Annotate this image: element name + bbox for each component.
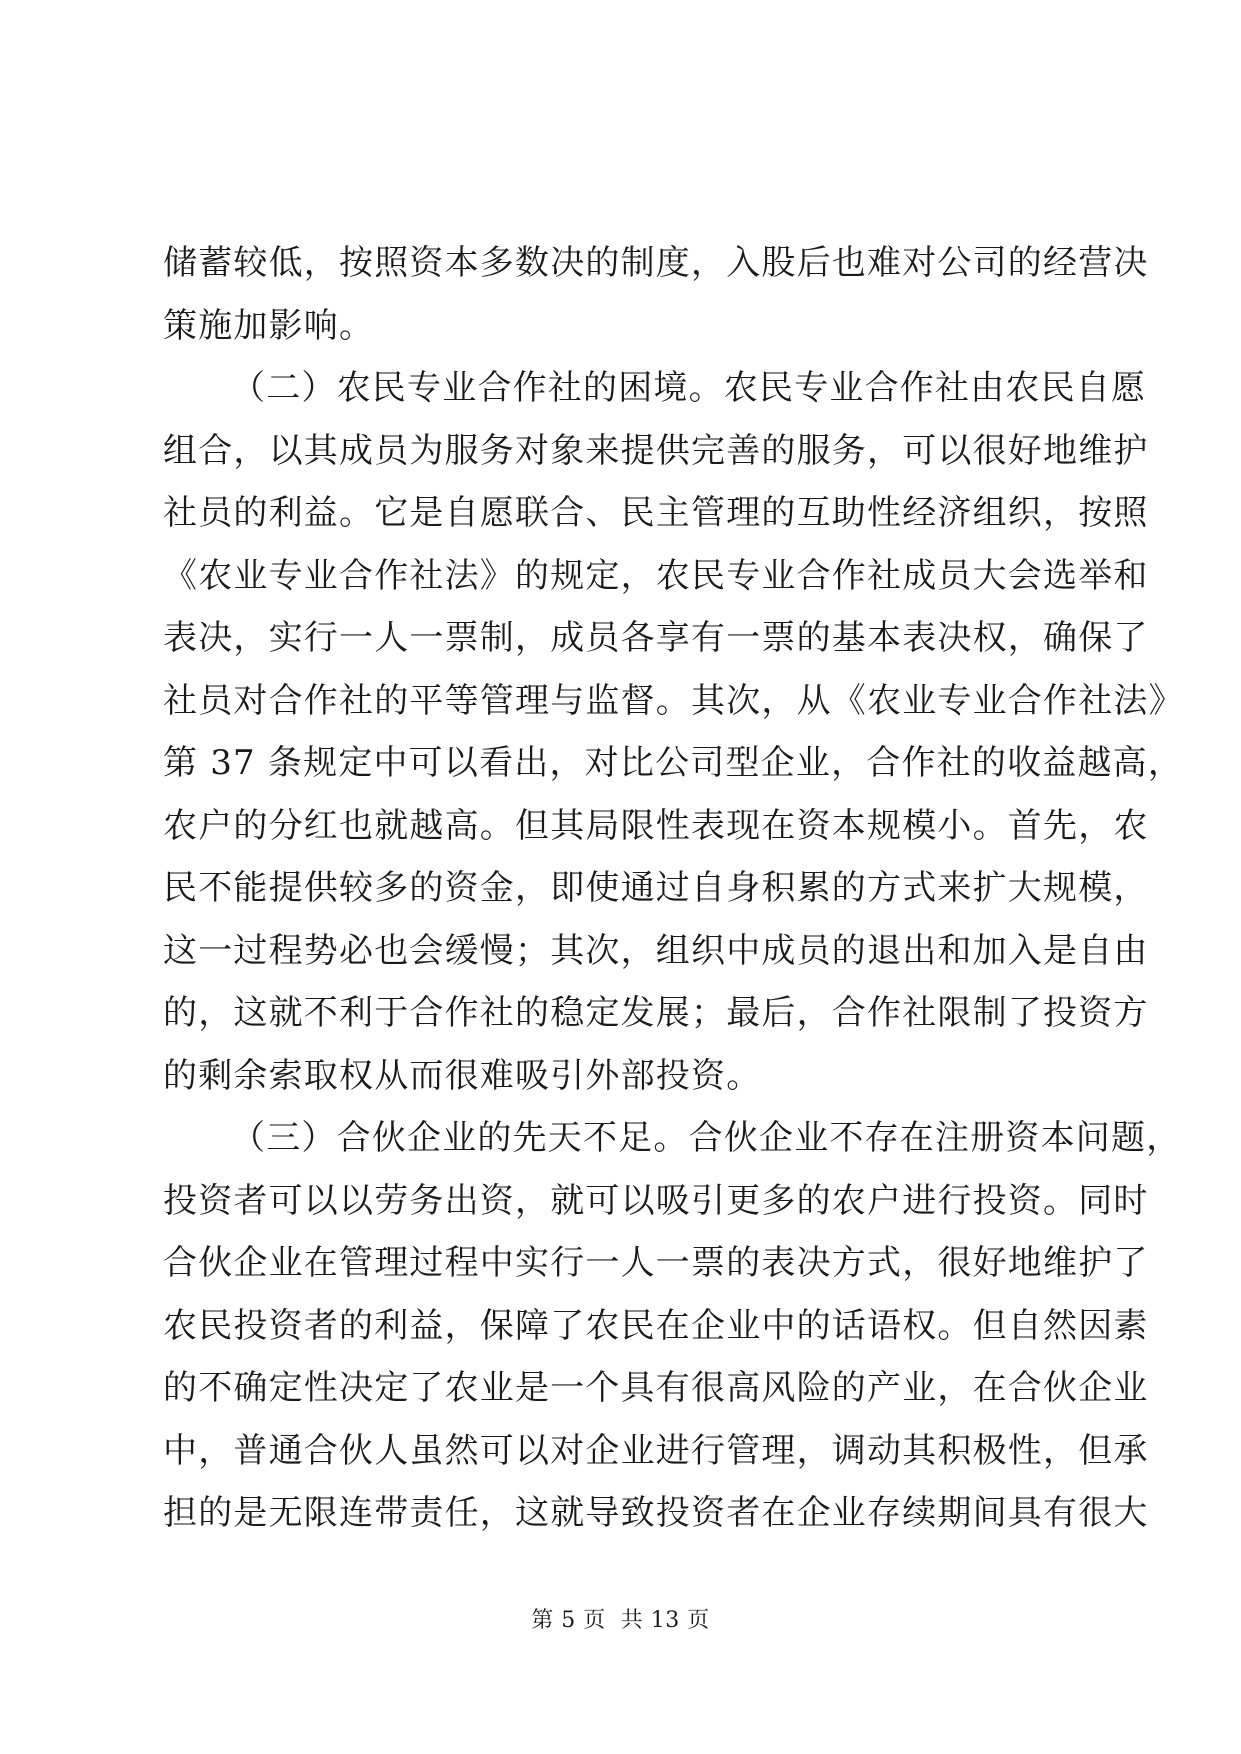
text-line: 社员的利益。它是自愿联合、民主管理的互助性经济组织，按照 bbox=[163, 493, 1149, 533]
text-line: 的，这就不利于合作社的稳定发展；最后，合作社限制了投资方 bbox=[163, 993, 1149, 1033]
page-number-footer: 第 5 页 共 13 页 bbox=[531, 1608, 710, 1633]
text-line: 的不确定性决定了农业是一个具有很高风险的产业，在合伙企业 bbox=[163, 1368, 1149, 1408]
text-line: 组合，以其成员为服务对象来提供完善的服务，可以很好地维护 bbox=[163, 430, 1149, 471]
text-line: 民不能提供较多的资金，即使通过自身积累的方式来扩大规模， bbox=[163, 868, 1149, 908]
text-line: 担的是无限连带责任，这就导致投资者在企业存续期间具有很大 bbox=[163, 1493, 1149, 1533]
text-line: 中，普通合伙人虽然可以对企业进行管理，调动其积极性，但承 bbox=[163, 1430, 1149, 1471]
text-line: 合伙企业在管理过程中实行一人一票的表决方式，很好地维护了 bbox=[163, 1243, 1149, 1283]
paragraph-first-line: （二）农民专业合作社的困境。农民专业合作社由农民自愿 bbox=[231, 368, 1147, 408]
text-line: 投资者可以以劳务出资，就可以吸引更多的农户进行投资。同时 bbox=[163, 1180, 1149, 1221]
body-text bbox=[163, 232, 1184, 1545]
text-line: 储蓄较低，按照资本多数决的制度，入股后也难对公司的经营决 bbox=[163, 243, 1149, 283]
text-line: 农民投资者的利益，保障了农民在企业中的话语权。但自然因素 bbox=[163, 1305, 1149, 1346]
paragraph-first-line: （三）合伙企业的先天不足。合伙企业不存在注册资本问题， bbox=[231, 1118, 1182, 1158]
text-line: 农户的分红也就越高。但其局限性表现在资本规模小。首先，农 bbox=[163, 805, 1149, 846]
text-line: 第 37 条规定中可以看出，对比公司型企业，合作社的收益越高， bbox=[163, 743, 1184, 783]
text-line: 策施加影响。 bbox=[163, 305, 375, 346]
text-line: 表决，实行一人一票制，成员各享有一票的基本表决权，确保了 bbox=[163, 618, 1149, 658]
text-line: 的剩余索取权从而很难吸引外部投资。 bbox=[163, 1055, 762, 1096]
text-line: 《农业专业合作社法》的规定，农民专业合作社成员大会选举和 bbox=[163, 555, 1149, 596]
text-line: 这一过程势必也会缓慢；其次，组织中成员的退出和加入是自由 bbox=[163, 930, 1149, 971]
text-line: 社员对合作社的平等管理与监督。其次，从《农业专业合作社法》 bbox=[163, 680, 1184, 721]
